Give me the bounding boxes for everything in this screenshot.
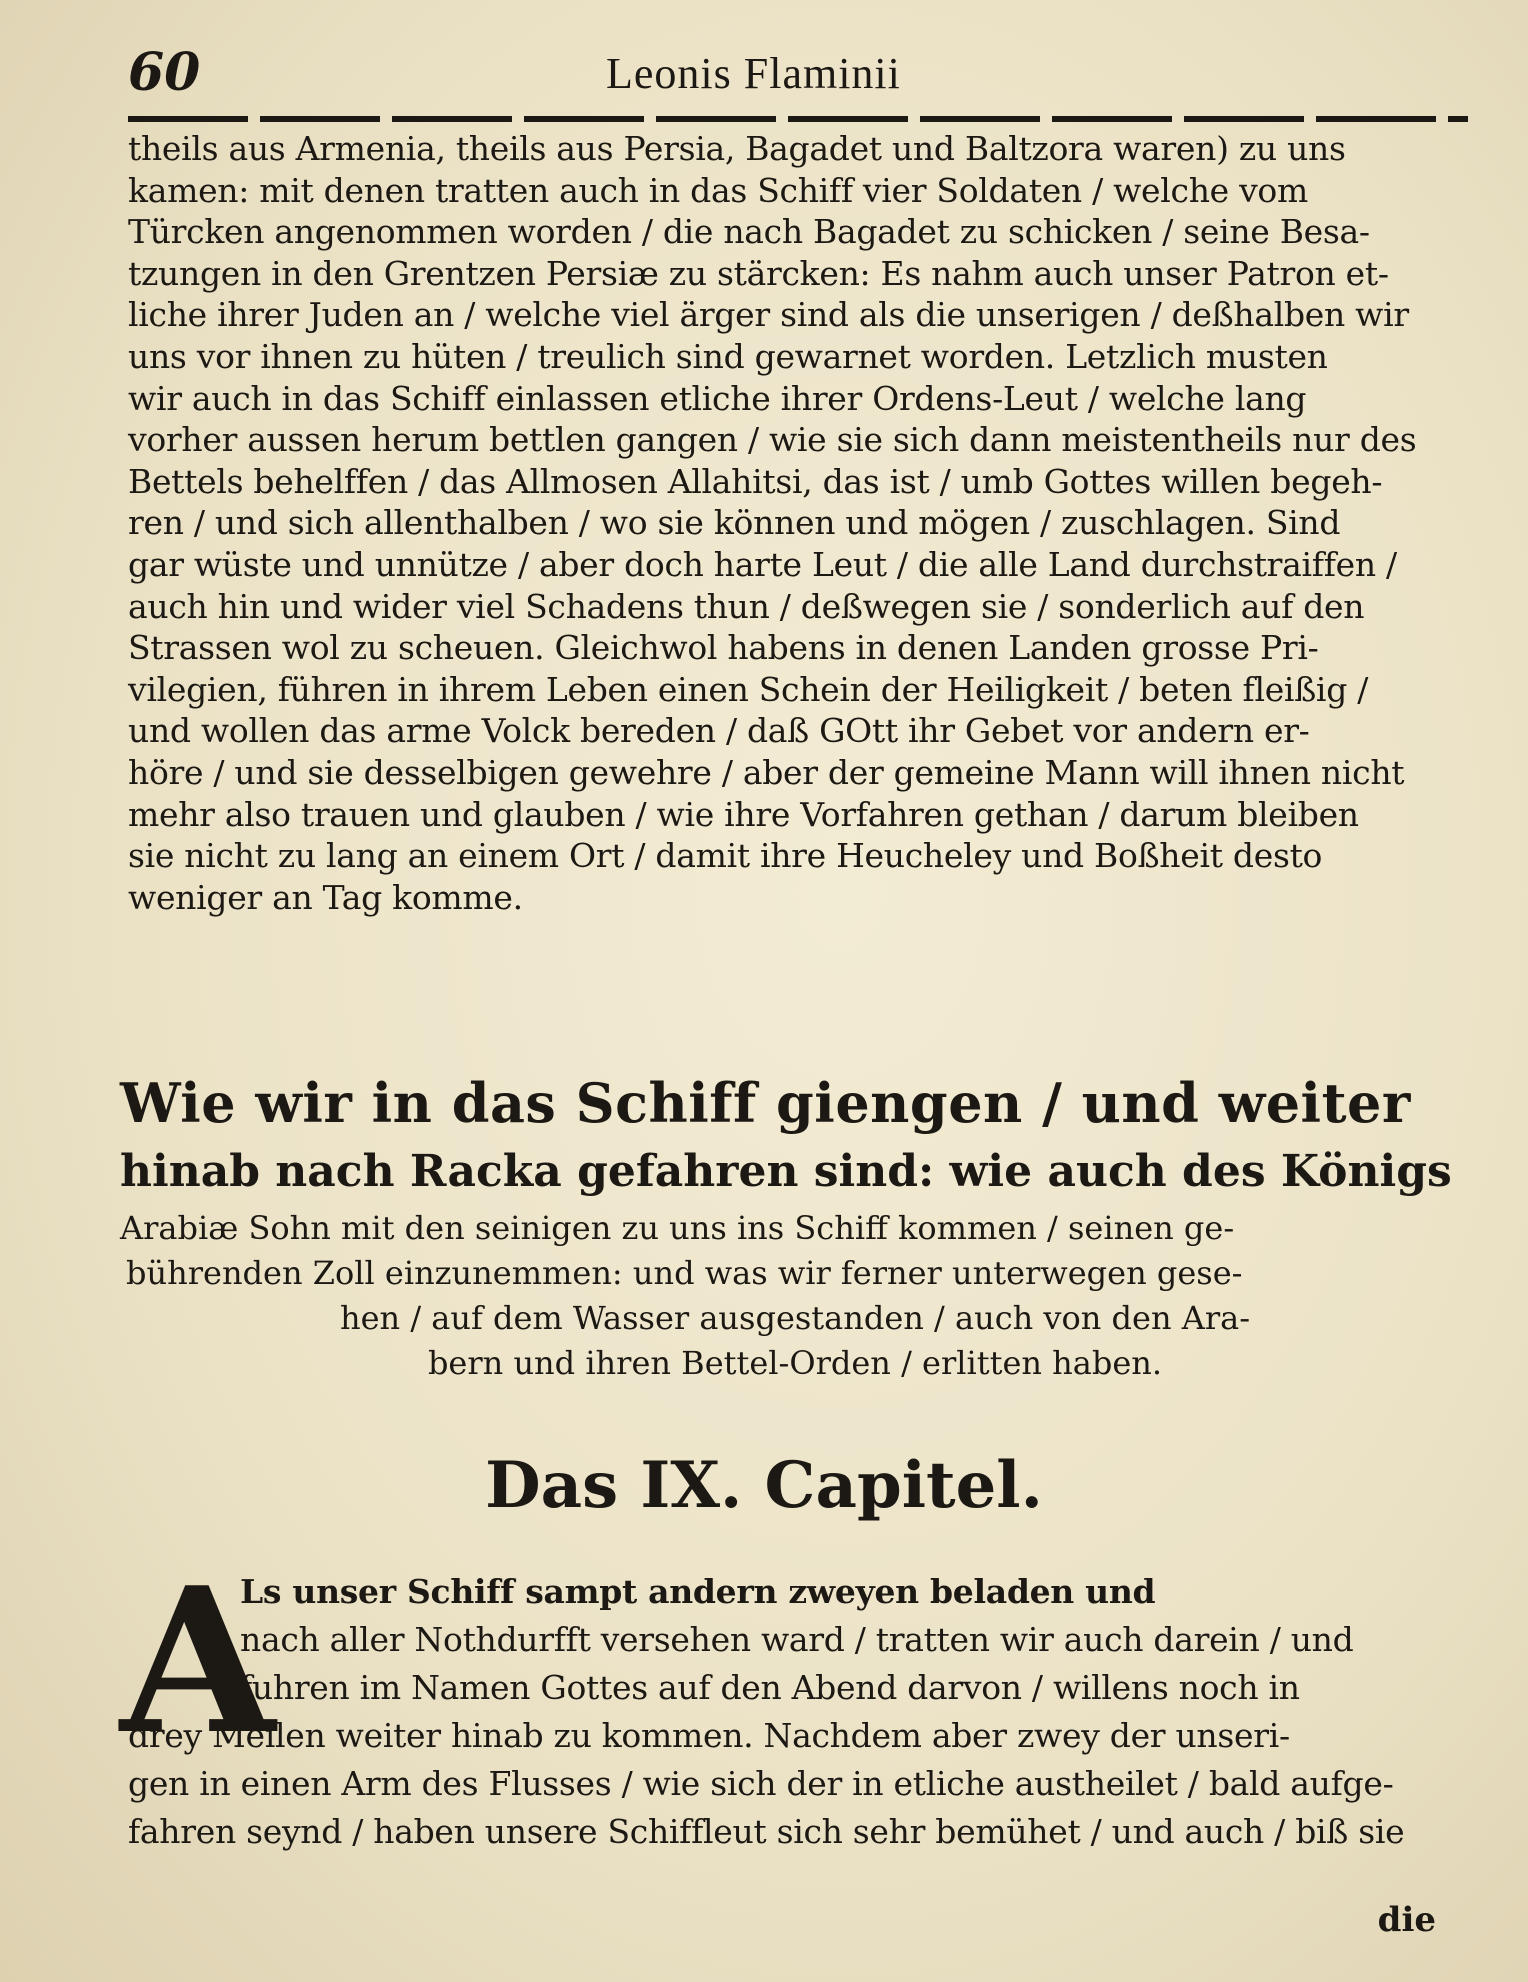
text-line: liche ihrer Juden an / welche viel ärger sind als die unserigen / deßhalben wir: [128, 295, 1409, 335]
header-rule: [128, 116, 1468, 122]
text-line: weniger an Tag komme.: [128, 877, 523, 917]
text-line: vilegien, führen in ihrem Leben einen Schein der Heiligkeit / beten fleißig /: [128, 669, 1369, 709]
heading-line: Wie wir in das Schiff giengen / und weiter: [120, 1071, 1411, 1135]
text-line: gen in einen Arm des Flusses / wie sich der in etliche austheilet / bald aufge-: [128, 1764, 1394, 1803]
heading-line: Arabiæ Sohn mit den seinigen zu uns ins Schiff kommen / seinen ge-: [120, 1209, 1235, 1247]
page-header: [128, 28, 1468, 103]
heading-line: hinab nach Racka gefahren sind: wie auch des Königs: [120, 1146, 1452, 1197]
text-line: fahren seynd / haben unsere Schiffleut sich sehr bemühet / und auch / biß sie: [128, 1812, 1405, 1851]
text-line: fuhren im Namen Gottes auf den Abend darvon / willens noch in: [240, 1668, 1300, 1707]
text-line: tzungen in den Grentzen Persiæ zu stärcken: Es nahm auch unser Patron et-: [128, 253, 1389, 293]
section-heading: [120, 1068, 1470, 1386]
drop-cap: A: [120, 1544, 276, 1779]
chapter-title: Das IX. Capitel.: [485, 1448, 1043, 1523]
text-line: drey Meilen weiter hinab zu kommen. Nachdem aber zwey der unseri-: [128, 1716, 1290, 1755]
chapter-paragraph: [128, 1568, 1468, 1856]
text-line: und wollen das arme Volck bereden / daß GOtt ihr Gebet vor andern er-: [128, 711, 1310, 751]
text-line: uns vor ihnen zu hüten / treulich sind gewarnet worden. Letzlich musten: [128, 336, 1328, 376]
text-line: Türcken angenommen worden / die nach Bagadet zu schicken / seine Besa-: [128, 212, 1370, 252]
text-line: mehr also trauen und glauben / wie ihre Vorfahren gethan / darum bleiben: [128, 794, 1359, 834]
catchword: die: [1377, 1900, 1436, 1940]
page-number: 60: [128, 42, 201, 103]
heading-line: bern und ihren Bettel-Orden / erlitten haben.: [427, 1344, 1163, 1382]
text-line: sie nicht zu lang an einem Ort / damit ihre Heucheley und Boßheit desto: [128, 836, 1323, 876]
heading-line: bührenden Zoll einzunemmen: und was wir ferner unterwegen gese-: [126, 1254, 1243, 1292]
heading-line: hen / auf dem Wasser ausgestanden / auch von den Ara-: [339, 1299, 1251, 1337]
text-line: höre / und sie desselbigen gewehre / aber der gemeine Mann will ihnen nicht: [128, 752, 1405, 792]
text-line: gar wüste und unnütze / aber doch harte Leut / die alle Land durchstraiffen /: [128, 544, 1397, 584]
text-line: nach aller Nothdurfft versehen ward / tratten wir auch darein / und: [240, 1620, 1354, 1659]
running-head: Leonis Flaminii: [606, 49, 901, 98]
text-line: Bettels behelffen / das Allmosen Allahitsi, das ist / umb Gottes willen begeh-: [128, 461, 1383, 501]
body-paragraph: [128, 128, 1468, 918]
text-line: kamen: mit denen tratten auch in das Schiff vier Soldaten / welche vom: [128, 170, 1308, 210]
text-line: ren / und sich allenthalben / wo sie können und mögen / zuschlagen. Sind: [128, 503, 1341, 543]
text-line: vorher aussen herum bettlen gangen / wie sie sich dann meistentheils nur des: [128, 420, 1417, 460]
text-line: Ls unser Schiff sampt andern zweyen beladen und: [240, 1572, 1156, 1611]
text-line: theils aus Armenia, theils aus Persia, Bagadet und Baltzora waren) zu uns: [128, 129, 1346, 168]
text-line: wir auch in das Schiff einlassen etliche ihrer Ordens-Leut / welche lang: [128, 378, 1307, 418]
text-line: auch hin und wider viel Schadens thun / deßwegen sie / sonderlich auf den: [128, 586, 1365, 626]
text-line: Strassen wol zu scheuen. Gleichwol habens in denen Landen grosse Pri-: [128, 628, 1319, 668]
